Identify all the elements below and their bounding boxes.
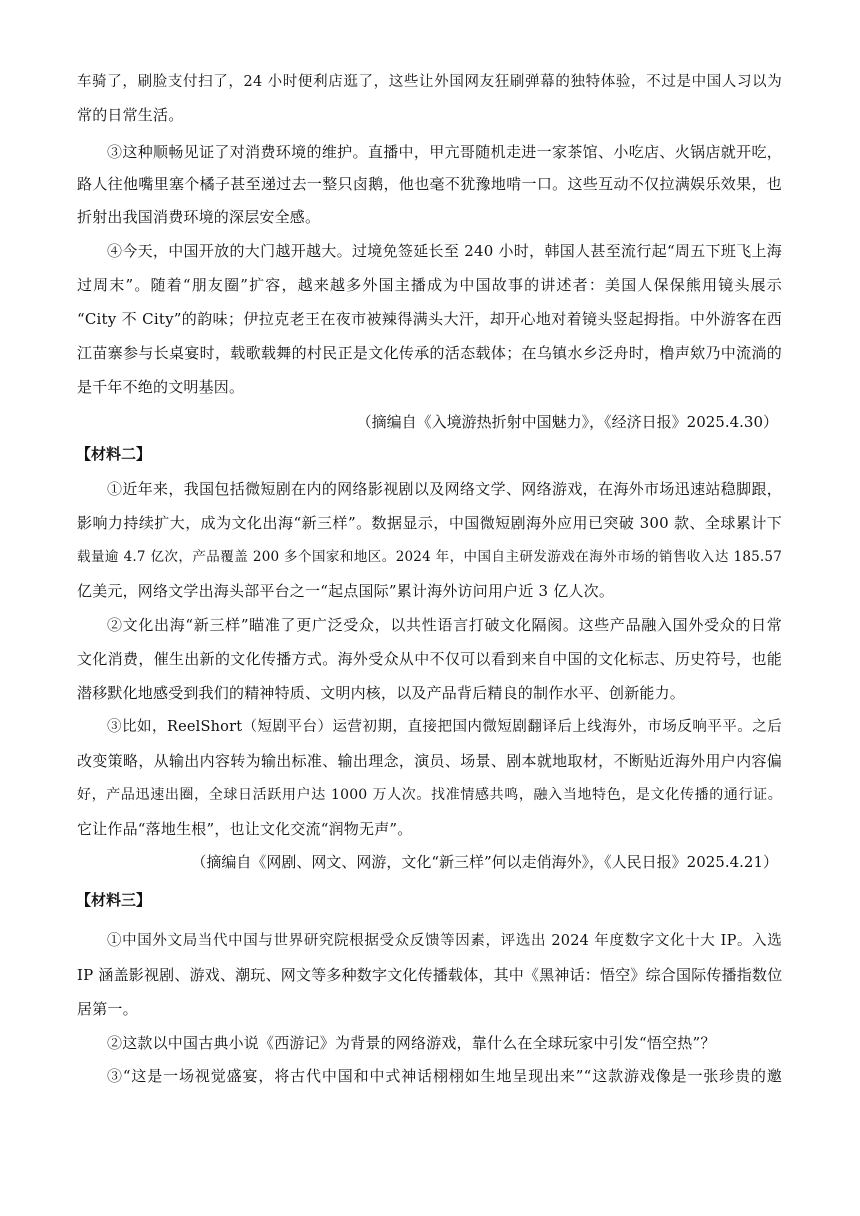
text-line: ①中国外文局当代中国与世界研究院根据受众反馈等因素，评选出 2024 年度数字文化十大 IP。入选 — [107, 933, 782, 949]
text-line: 折射出我国消费环境的深层安全感。 — [77, 208, 321, 226]
text-line: 过周末”。随着“朋友圈”扩容，越来越多外国主播成为中国故事的讲述者：美国人保保熊用镜头展示 — [77, 276, 782, 294]
text-line: ②这款以中国古典小说《西游记》为背景的网络游戏，靠什么在全球玩家中引发“悟空热”？ — [107, 1034, 716, 1052]
text-line: 潜移默化地感受到我们的精神特质、文明内核，以及产品背后精良的制作水平、创新能力。 — [77, 684, 686, 702]
section-heading: 【材料三】 — [76, 891, 152, 909]
text-line: ③比如，ReelShort（短剧平台）运营初期，直接把国内微短剧翻译后上线海外，市场反响平平。之后 — [107, 719, 782, 735]
section-heading: 【材料二】 — [76, 445, 152, 463]
text-line: 好，产品迅速出圈，全球日活跃用户达 1000 万人次。找准情感共鸣，融入当地特色，是文化传播的通行证。 — [77, 787, 782, 803]
text-line: ③“这是一场视觉盛宴，将古代中国和中式神话栩栩如生地呈现出来”“这款游戏像是一张珍贵的邀 — [107, 1067, 782, 1085]
text-line: 江苗寨参与长桌宴时，载歌载舞的村民正是文化传承的活态载体；在乌镇水乡泛舟时，橹声欸乃中流淌的 — [77, 344, 782, 362]
text-line: 居第一。 — [77, 1000, 138, 1018]
text-line: 亿美元，网络文学出海头部平台之一“起点国际”累计海外访问用户近 3 亿人次。 — [77, 582, 615, 600]
source-citation: （摘编自《网剧、网文、网游，文化“新三样”何以走俏海外》，《人民日报》2025.4.21） — [191, 853, 778, 871]
text-line: ③这种顺畅见证了对消费环境的维护。直播中，甲亢哥随机走进一家茶馆、小吃店、火锅店就开吃， — [107, 143, 782, 161]
text-line: “City 不 City”的韵味；伊拉克老王在夜市被辣得满头大汗，却开心地对着镜头竖起拇指。中外游客在西 — [77, 310, 782, 328]
text-line: ④今天，中国开放的大门越开越大。过境免签延长至 240 小时，韩国人甚至流行起“周五下班飞上海 — [107, 242, 782, 260]
text-line: ②文化出海“新三样”瞄准了更广泛受众，以共性语言打破文化隔阂。这些产品融入国外受众的日常 — [107, 616, 782, 634]
text-line: ①近年来，我国包括微短剧在内的网络影视剧以及网络文学、网络游戏，在海外市场迅速站稳脚跟， — [107, 480, 782, 498]
source-citation: （摘编自《入境游热折射中国魅力》，《经济日报》2025.4.30） — [356, 413, 778, 431]
text-line: 影响力持续扩大，成为文化出海“新三样”。数据显示，中国微短剧海外应用已突破 300 款、全球累计下 — [77, 514, 782, 532]
text-line: 车骑了，刷脸支付扫了，24 小时便利店逛了，这些让外国网友狂刷弹幕的独特体验，不过是中国人习以为 — [77, 74, 782, 90]
text-line: 载量逾 4.7 亿次，产品覆盖 200 多个国家和地区。2024 年，中国自主研发游戏在海外市场的销售收入达 185.57 — [77, 549, 782, 565]
text-line: 文化消费，催生出新的文化传播方式。海外受众从中不仅可以看到来自中国的文化标志、历史符号，也能 — [77, 650, 782, 668]
text-line: 是千年不绝的文明基因。 — [77, 378, 245, 396]
text-line: 它让作品“落地生根”，也让文化交流“润物无声”。 — [77, 820, 413, 838]
text-line: 路人往他嘴里塞个橘子甚至递过去一整只卤鹅，他也毫不犹豫地啃一口。这些互动不仅拉满娱乐效果，也 — [77, 175, 782, 193]
text-line: IP 涵盖影视剧、游戏、潮玩、网文等多种数字文化传播载体，其中《黑神话：悟空》综合国际传播指数位 — [77, 966, 783, 984]
text-line: 常的日常生活。 — [77, 106, 184, 124]
text-line: 改变策略，从输出内容转为输出标准、输出理念，演员、场景、剧本就地取材，不断贴近海外用户内容偏 — [77, 752, 782, 770]
